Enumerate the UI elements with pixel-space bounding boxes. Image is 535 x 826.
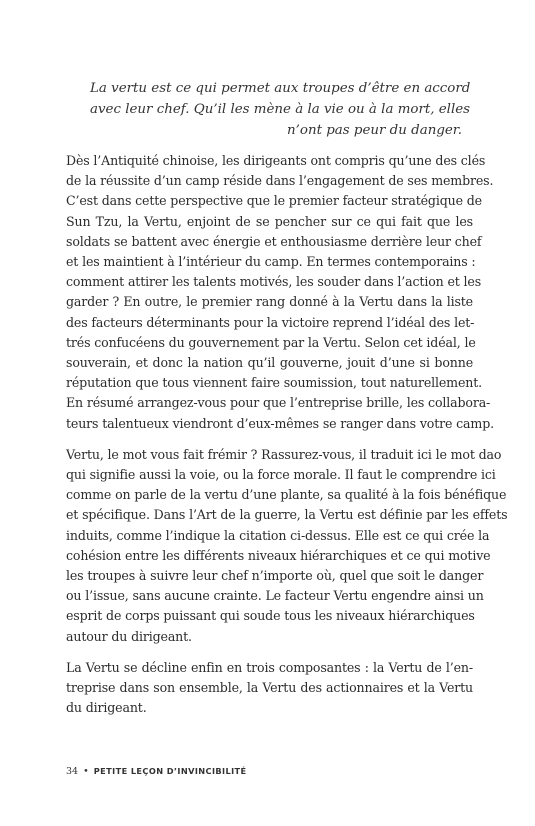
text-line: trés confucéens du gouvernement par la Vertu. Selon cet idéal, le — [66, 334, 476, 350]
epigraph-quote — [90, 78, 471, 141]
page-number: 34 — [66, 766, 79, 777]
text-line: qui signifie aussi la voie, ou la force morale. Il faut le comprendre ici — [66, 467, 496, 483]
text-line: teurs talentueux viendront d’eux-mêmes se ranger dans votre camp. — [66, 415, 494, 431]
text-line: réputation que tous viennent faire soumission, tout naturellement. — [66, 375, 483, 391]
text-line: autour du dirigeant. — [66, 628, 192, 644]
text-line: et les maintient à l’intérieur du camp. En termes contemporains : — [66, 254, 476, 270]
text-line: de la réussite d’un camp réside dans l’engagement de ses membres. — [66, 173, 494, 189]
text-line: treprise dans son ensemble, la Vertu des actionnaires et la Vertu — [66, 680, 473, 696]
text-line: comme on parle de la vertu d’une plante, sa qualité à la fois bénéfique — [66, 487, 507, 503]
epigraph-line: La vertu est ce qui permet aux troupes d’être en accord — [90, 81, 471, 96]
text-line: Vertu, le mot vous fait frémir ? Rassurez-vous, il traduit ici le mot dao — [66, 446, 502, 462]
text-line: induits, comme l’indique la citation ci-dessus. Elle est ce qui crée la — [66, 527, 490, 543]
text-line: La Vertu se décline enfin en trois composantes : la Vertu de l’en- — [66, 659, 473, 675]
footer-bullet: • — [83, 766, 89, 777]
text-line: garder ? En outre, le premier rang donné à la Vertu dans la liste — [66, 294, 473, 310]
text-line: du dirigeant. — [66, 700, 147, 716]
text-line: et spécifique. Dans l’Art de la guerre, la Vertu est définie par les effets — [66, 507, 508, 523]
running-title: PETITE LEÇON D’INVINCIBILITÉ — [93, 766, 247, 776]
paragraph-3 — [66, 658, 473, 719]
epigraph-line: n’ont pas peur du danger. — [287, 123, 462, 138]
epigraph-line: avec leur chef. Qu’il les mène à la vie ou à la mort, elles — [90, 102, 471, 117]
text-line: comment attirer les talents motivés, les souder dans l’action et les — [66, 274, 482, 290]
text-line: esprit de corps puissant qui soude tous les niveaux hiérarchiques — [66, 608, 475, 624]
text-line: les troupes à suivre leur chef n’importe où, quel que soit le danger — [66, 568, 484, 584]
text-line: Sun Tzu, la Vertu, enjoint de se pencher sur ce qui fait que les — [66, 213, 473, 229]
paragraph-1 — [66, 151, 494, 434]
paragraph-2 — [66, 445, 508, 647]
body-text — [66, 151, 508, 729]
text-line: soldats se battent avec énergie et enthousiasme derrière leur chef — [66, 233, 482, 249]
text-line: des facteurs déterminants pour la victoire reprend l’idéal des let- — [66, 314, 475, 330]
text-line: C’est dans cette perspective que le premier facteur stratégique de — [66, 193, 482, 209]
text-line: Dès l’Antiquité chinoise, les dirigeants ont compris qu’une des clés — [66, 153, 486, 168]
text-line: cohésion entre les différents niveaux hiérarchiques et ce qui motive — [66, 547, 491, 563]
text-line: En résumé arrangez-vous pour que l’entreprise brille, les collabora- — [66, 395, 491, 411]
text-line: ou l’issue, sans aucune crainte. Le facteur Vertu engendre ainsi un — [66, 588, 484, 604]
page-footer — [66, 766, 247, 777]
text-line: souverain, et donc la nation qu’il gouverne, jouit d’une si bonne — [66, 355, 473, 371]
